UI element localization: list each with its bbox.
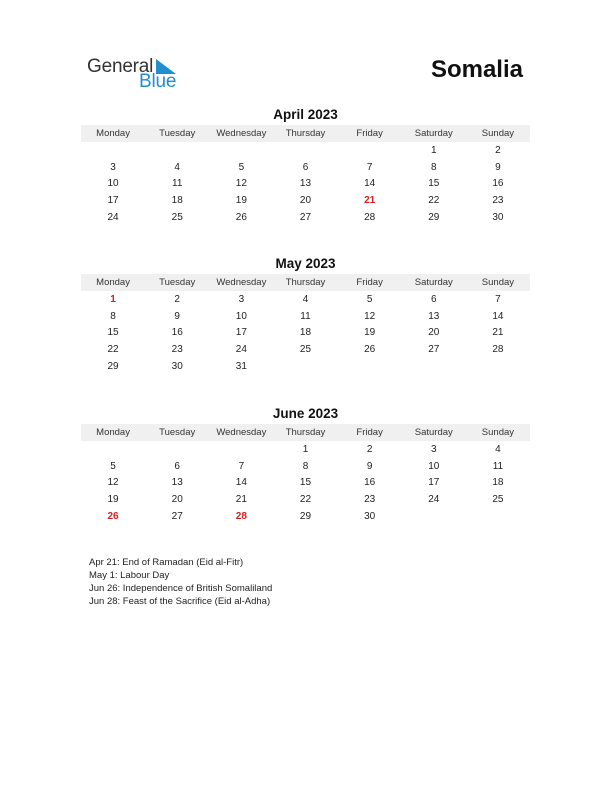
month-title: May 2023	[275, 256, 336, 271]
holiday-note: May 1: Labour Day	[89, 570, 170, 581]
weekday-label: Saturday	[414, 277, 453, 288]
day-cell: 9	[366, 460, 373, 472]
day-cell: 17	[428, 477, 440, 489]
day-cell: 11	[300, 310, 311, 322]
day-cell: 23	[492, 194, 504, 206]
day-cell: 19	[107, 493, 119, 505]
weekday-label: Saturday	[414, 128, 453, 139]
day-cell: 8	[302, 460, 309, 472]
country-title: Somalia	[430, 56, 523, 83]
day-cell: 2	[495, 144, 501, 156]
day-cell: 21	[492, 327, 504, 339]
day-cell: 20	[171, 493, 183, 505]
day-cell: 11	[492, 460, 504, 472]
day-cell: 1	[302, 443, 309, 455]
weekday-header	[81, 125, 530, 142]
month-title: June 2023	[272, 406, 339, 421]
day-cell: 16	[364, 477, 376, 489]
month-june	[81, 405, 530, 524]
day-cell: 28	[492, 343, 504, 355]
day-cell: 25	[299, 343, 312, 355]
holiday-day-cell: 21	[364, 194, 376, 206]
weekday-label: Tuesday	[159, 128, 196, 139]
day-cell: 13	[299, 178, 312, 190]
weekday-label: Monday	[96, 128, 130, 139]
day-cell: 29	[299, 510, 312, 522]
day-cell: 10	[235, 310, 247, 322]
day-cell: 4	[174, 161, 180, 173]
day-cell: 17	[107, 194, 119, 206]
week-row	[81, 159, 530, 176]
weekday-label: Monday	[96, 427, 130, 438]
day-cell: 12	[235, 178, 247, 190]
day-cell: 12	[364, 310, 376, 322]
day-cell: 18	[171, 194, 183, 206]
day-cell: 29	[107, 360, 119, 372]
week-row	[81, 508, 530, 525]
day-cell: 26	[235, 211, 247, 223]
day-cell: 15	[107, 327, 119, 339]
day-cell: 19	[235, 194, 247, 206]
week-row	[81, 441, 530, 458]
weekday-label: Wednesday	[216, 128, 267, 139]
week-row	[81, 209, 530, 226]
week-row	[81, 175, 530, 192]
day-cell: 25	[171, 211, 183, 223]
day-cell: 1	[430, 144, 437, 156]
week-row	[81, 458, 530, 475]
day-cell: 5	[238, 161, 245, 173]
logo-blue-text: Blue	[139, 71, 177, 92]
day-cell: 13	[171, 477, 183, 489]
weekday-label: Thursday	[285, 427, 326, 438]
holiday-notes	[89, 556, 272, 608]
weekday-label: Monday	[96, 277, 130, 288]
weekday-label: Friday	[356, 427, 383, 438]
weekday-label: Sunday	[481, 427, 515, 438]
day-cell: 27	[171, 510, 183, 522]
week-row	[81, 192, 530, 209]
day-cell: 11	[172, 178, 183, 190]
day-cell: 14	[235, 477, 247, 489]
holiday-note: Apr 21: End of Ramadan (Eid al-Fitr)	[89, 557, 244, 568]
weekday-label: Tuesday	[159, 427, 196, 438]
day-cell: 15	[299, 477, 312, 489]
week-row	[81, 142, 530, 159]
week-row	[81, 291, 530, 308]
day-cell: 19	[364, 327, 376, 339]
day-cell: 6	[430, 293, 437, 305]
holiday-note: Jun 26: Independence of British Somaliland	[89, 583, 273, 594]
day-cell: 3	[430, 443, 437, 455]
day-cell: 4	[302, 293, 309, 305]
day-cell: 22	[299, 493, 312, 505]
day-cell: 16	[492, 178, 504, 190]
day-cell: 29	[428, 211, 440, 223]
week-row	[81, 491, 530, 508]
day-cell: 21	[235, 493, 247, 505]
day-cell: 24	[428, 493, 440, 505]
day-cell: 30	[364, 510, 376, 522]
day-cell: 24	[107, 211, 119, 223]
day-cell: 14	[364, 178, 376, 190]
day-cell: 28	[364, 211, 376, 223]
weekday-label: Thursday	[285, 128, 326, 139]
day-cell: 24	[235, 343, 247, 355]
day-cell: 6	[174, 460, 180, 472]
month-april	[81, 106, 530, 225]
weekday-label: Wednesday	[216, 277, 267, 288]
holiday-day-cell: 26	[107, 510, 119, 522]
month-may	[81, 255, 530, 374]
day-cell: 31	[235, 360, 247, 372]
day-cell: 3	[110, 161, 116, 173]
day-cell: 27	[299, 211, 312, 223]
logo	[87, 56, 187, 92]
day-cell: 12	[107, 477, 119, 489]
week-row	[81, 324, 530, 341]
holiday-note: Jun 28: Feast of the Sacrifice (Eid al-Adha)	[89, 596, 271, 607]
day-cell: 8	[110, 310, 116, 322]
weekday-header	[81, 274, 530, 291]
day-cell: 22	[428, 194, 440, 206]
day-cell: 5	[110, 460, 116, 472]
day-cell: 13	[428, 310, 440, 322]
day-cell: 9	[174, 310, 180, 322]
weekday-label: Thursday	[285, 277, 326, 288]
day-cell: 18	[492, 477, 504, 489]
day-cell: 16	[171, 327, 183, 339]
day-cell: 10	[107, 178, 119, 190]
day-cell: 5	[366, 293, 373, 305]
day-cell: 2	[174, 293, 180, 305]
day-cell: 4	[495, 443, 501, 455]
day-cell: 6	[302, 161, 309, 173]
day-cell: 3	[238, 293, 245, 305]
week-row	[81, 474, 530, 491]
weekday-label: Friday	[356, 128, 383, 139]
day-cell: 23	[364, 493, 376, 505]
week-row	[81, 341, 530, 358]
day-cell: 30	[171, 360, 183, 372]
day-cell: 7	[238, 460, 245, 472]
day-cell: 14	[492, 310, 504, 322]
day-cell: 15	[428, 178, 440, 190]
day-cell: 10	[428, 460, 440, 472]
logo-general-text: General	[87, 56, 154, 77]
day-cell: 25	[492, 493, 504, 505]
weekday-label: Saturday	[414, 427, 453, 438]
day-cell: 27	[428, 343, 440, 355]
day-cell: 2	[366, 443, 373, 455]
day-cell: 7	[495, 293, 501, 305]
day-cell: 20	[428, 327, 440, 339]
weekday-header	[81, 424, 530, 441]
day-cell: 18	[299, 327, 312, 339]
weekday-label: Sunday	[481, 277, 515, 288]
day-cell: 9	[495, 161, 501, 173]
day-cell: 22	[107, 343, 119, 355]
day-cell: 7	[366, 161, 373, 173]
holiday-day-cell: 1	[110, 293, 116, 305]
day-cell: 20	[299, 194, 312, 206]
day-cell: 23	[171, 343, 183, 355]
weekday-label: Wednesday	[216, 427, 267, 438]
day-cell: 30	[492, 211, 504, 223]
weekday-label: Tuesday	[159, 277, 196, 288]
weekday-label: Friday	[356, 277, 383, 288]
day-cell: 26	[364, 343, 376, 355]
weekday-label: Sunday	[481, 128, 515, 139]
week-row	[81, 308, 530, 325]
week-row	[81, 358, 530, 375]
holiday-day-cell: 28	[235, 510, 247, 522]
month-title: April 2023	[273, 107, 338, 122]
day-cell: 17	[235, 327, 247, 339]
day-cell: 8	[430, 161, 437, 173]
